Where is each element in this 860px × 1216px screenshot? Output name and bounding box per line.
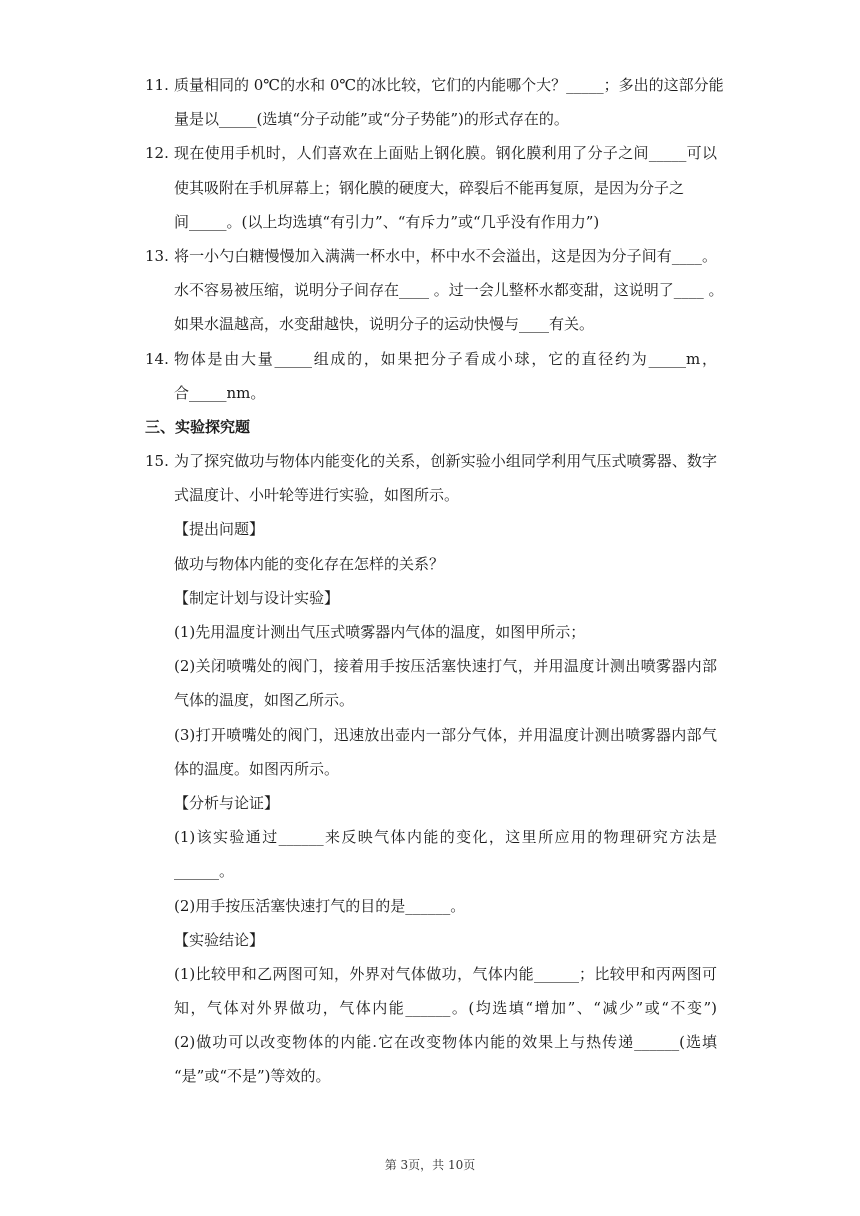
question-text: 气体的温度，如图乙所示。 [174,691,355,710]
subsection-heading: 【制定计划与设计实验】 [174,588,340,607]
subsection-heading: 【实验结论】 [174,930,265,949]
question-12-line-1 [0,136,860,170]
question-text: (2)关闭喷嘴处的阀门，接着用手按压活塞快速打气，并用温度计测出喷雾器内部 [174,657,717,676]
question-text: (1)先用温度计测出气压式喷雾器内气体的温度，如图甲所示； [174,623,586,641]
question-14-line-1 [0,342,860,376]
plan-step-2-line-2 [0,683,860,717]
question-text: (1)比较甲和乙两图可知，外界对气体做功，气体内能______；比较甲和丙两图可 [174,964,717,983]
conclusion-1-line-2 [0,991,860,1025]
heading-conclusion [0,923,860,957]
question-number: 15. [145,452,169,471]
question-12-line-3 [0,205,860,239]
analysis-1-line-1 [0,820,860,854]
question-number: 12. [145,144,169,163]
question-text: (3)打开喷嘴处的阀门，迅速放出壶内一部分气体，并用温度计测出喷雾器内部气 [174,725,717,744]
question-13-line-1 [0,239,860,273]
subsection-heading: 【提出问题】 [174,520,265,539]
question-14-line-2 [0,376,860,410]
question-text: 现在使用手机时，人们喜欢在上面贴上钢化膜。钢化膜利用了分子之间_____可以 [174,144,717,163]
question-15-line-1 [0,444,860,478]
question-number: 14. [145,349,169,368]
question-13-line-2 [0,273,860,307]
question-11-line-2 [0,102,860,136]
question-15-line-2 [0,478,860,512]
question-text: 水不容易被压缩，说明分子间存在____ 。过一会儿整杯水都变甜，这说明了____ 。 [174,281,724,300]
analysis-2 [0,889,860,923]
question-text: 如果水温越高，水变甜越快，说明分子的运动快慢与____有关。 [174,315,595,334]
question-text: 使其吸附在手机屏幕上；钢化膜的硬度大，碎裂后不能再复原，是因为分子之 [174,178,685,197]
question-text: 物体是由大量_____组成的，如果把分子看成小球，它的直径约为_____m， [174,349,717,368]
plan-step-3-line-2 [0,752,860,786]
question-number: 13. [145,246,169,265]
question-statement [0,547,860,581]
question-text: “是”或“不是”)等效的。 [174,1067,331,1086]
question-text: 质量相同的 0℃的水和 0℃的冰比较，它们的内能哪个大？_____；多出的这部分能 [174,76,724,94]
question-text: 做功与物体内能的变化存在怎样的关系？ [174,554,445,573]
page-footer: 第 3页，共 10页 [384,1158,476,1172]
question-text: (2)做功可以改变物体的内能.它在改变物体内能的效果上与热传递______(选填 [174,1033,717,1052]
heading-analysis [0,786,860,820]
heading-question [0,512,860,546]
plan-step-1 [0,615,860,649]
question-text: ______。 [174,862,235,881]
subsection-heading: 【分析与论证】 [174,793,280,812]
analysis-1-line-2 [0,854,860,888]
question-number: 11. [145,76,169,94]
question-text: 为了探究做功与物体内能变化的关系，创新实验小组同学利用气压式喷雾器、数字 [174,452,717,471]
section-3-heading [0,410,860,444]
question-text: 式温度计、小叶轮等进行实验，如图所示。 [174,486,460,505]
question-text: 知，气体对外界做功，气体内能______。(均选填“增加”、“减少”或“不变”) [174,999,717,1018]
question-13-line-3 [0,307,860,341]
question-text: 间_____。(以上均选填“有引力”、“有斥力”或“几乎没有作用力”) [174,212,600,231]
conclusion-2-line-2 [0,1059,860,1093]
conclusion-2-line-1 [0,1025,860,1059]
question-11-line-1 [0,68,860,102]
section-title: 三、实验探究题 [145,417,251,436]
question-text: (1)该实验通过______来反映气体内能的变化，这里所应用的物理研究方法是 [174,828,717,847]
plan-step-3-line-1 [0,718,860,752]
question-12-line-2 [0,171,860,205]
conclusion-1-line-1 [0,957,860,991]
question-text: 量是以_____(选填“分子动能”或“分子势能”)的形式存在的。 [174,110,569,129]
question-text: 体的温度。如图丙所示。 [174,759,340,778]
page-content [0,68,860,1094]
question-text: 合_____nm。 [174,383,266,402]
plan-step-2-line-1 [0,649,860,683]
question-text: (2)用手按压活塞快速打气的目的是______。 [174,896,466,915]
heading-plan [0,581,860,615]
question-text: 将一小勺白糖慢慢加入满满一杯水中，杯中水不会溢出，这是因为分子间有____。 [174,246,717,265]
